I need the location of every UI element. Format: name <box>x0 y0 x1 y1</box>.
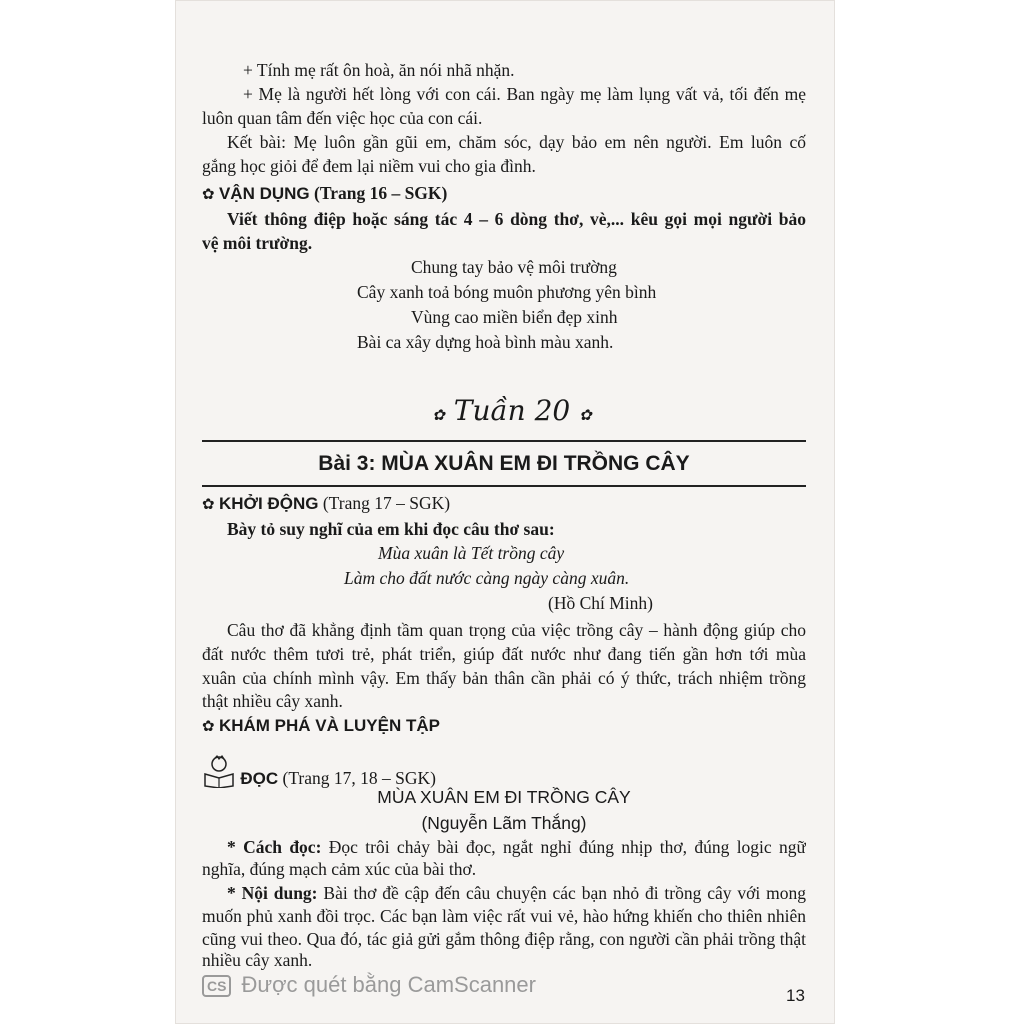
text-line: Câu thơ đã khẳng định tầm quan trọng của việc trồng cây – hành động giúp cho <box>227 620 806 640</box>
camscanner-logo-icon: CS <box>202 975 231 997</box>
text: Đọc trôi chảy bài đọc, ngắt nghỉ đúng nhịp thơ, đúng logic ngữ <box>328 837 806 857</box>
lesson-title: Bài 3: MÙA XUÂN EM ĐI TRỒNG CÂY <box>318 452 690 475</box>
poem-title: MÙA XUÂN EM ĐI TRỒNG CÂY <box>377 787 631 807</box>
text-line: + Tính mẹ rất ôn hoà, ăn nói nhã nhặn. <box>243 60 515 80</box>
text-line <box>227 836 806 858</box>
poem-author: (Nguyễn Lãm Thắng) <box>421 813 587 833</box>
heading-ref: (Trang 17 – SGK) <box>322 493 451 513</box>
heading-title: ĐỌC <box>240 769 279 788</box>
text-line: cũng vui theo. Qua đó, tác giả gửi gắm thông điệp rằng, con người cần phải trồng thật <box>202 929 806 949</box>
section-heading-khoi-dong <box>202 492 450 516</box>
heading-title: KHÁM PHÁ VÀ LUYỆN TẬP <box>218 716 440 735</box>
watermark-text: Được quét bằng CamScanner <box>241 972 536 997</box>
divider <box>202 485 806 487</box>
section-heading-kham-pha <box>202 714 440 738</box>
heading-title: KHỞI ĐỘNG <box>218 494 319 513</box>
divider <box>202 440 806 442</box>
week-title <box>0 394 1024 427</box>
text-line <box>227 882 806 904</box>
text-line: luôn quan tâm đến việc học của con cái. <box>202 108 483 128</box>
flower-icon: ✿ <box>202 719 215 735</box>
text-line: đất nước thêm tươi trẻ, phát triển, giúp đất nước như đang tiến gần hơn tới mùa <box>202 644 806 664</box>
text-line: thật nhiều cây xanh. <box>202 691 343 711</box>
poem-line: Cây xanh toả bóng muôn phương yên bình <box>357 282 657 302</box>
week-label: Tuần 20 <box>453 394 571 427</box>
poem-line: Làm cho đất nước càng ngày càng xuân. <box>344 568 630 588</box>
text-line: xuân của chính mình vậy. Em thấy bản thân cần phải có ý thức, trách nhiệm trồng <box>202 668 806 688</box>
heading-ref: (Trang 17, 18 – SGK) <box>282 768 436 788</box>
reading-heading <box>202 754 436 790</box>
section-heading-van-dung <box>202 182 447 206</box>
flower-icon: ✿ <box>202 187 215 203</box>
flower-icon: ✿ <box>432 406 445 424</box>
page-number: 13 <box>786 986 805 1005</box>
poem-line: Vùng cao miền biển đẹp xinh <box>411 307 618 327</box>
task-line: vệ môi trường. <box>202 233 313 253</box>
text-line: gắng học giỏi để đem lại niềm vui cho gia đình. <box>202 156 536 176</box>
poem-line: Chung tay bảo vệ môi trường <box>411 257 617 277</box>
text-line: Kết bài: Mẹ luôn gần gũi em, chăm sóc, dạy bảo em nên người. Em luôn cố <box>227 132 806 152</box>
label: * Nội dung: <box>227 883 318 903</box>
label: * Cách đọc: <box>227 837 322 857</box>
text-line: muốn phủ xanh đồi trọc. Các bạn làm việc rất vui vẻ, hào hứng khiến cho thiên nhiên <box>202 906 806 926</box>
task-line: Viết thông điệp hoặc sáng tác 4 – 6 dòng thơ, vè,... kêu gọi mọi người bảo <box>227 209 806 229</box>
poem-line: Mùa xuân là Tết trồng cây <box>378 543 565 563</box>
poem-line: Bài ca xây dựng hoà bình màu xanh. <box>357 332 614 352</box>
poem-author: (Hồ Chí Minh) <box>548 593 653 613</box>
flower-icon: ✿ <box>202 497 215 513</box>
text-line: + Mẹ là người hết lòng với con cái. Ban ngày mẹ làm lụng vất vả, tối đến mẹ <box>243 84 806 104</box>
text-line: nghĩa, đúng mạch cảm xúc của bài thơ. <box>202 859 477 879</box>
text: Bài thơ đề cập đến câu chuyện các bạn nhỏ đi trồng cây với mong <box>323 883 806 903</box>
camscanner-watermark <box>202 972 536 998</box>
child-reading-icon <box>202 754 236 788</box>
flower-icon: ✿ <box>579 406 592 424</box>
task-line: Bày tỏ suy nghĩ của em khi đọc câu thơ sau: <box>227 519 555 539</box>
text-line: nhiều cây xanh. <box>202 950 313 970</box>
heading-ref: (Trang 16 – SGK) <box>314 183 448 203</box>
heading-title: VẬN DỤNG <box>218 184 310 203</box>
